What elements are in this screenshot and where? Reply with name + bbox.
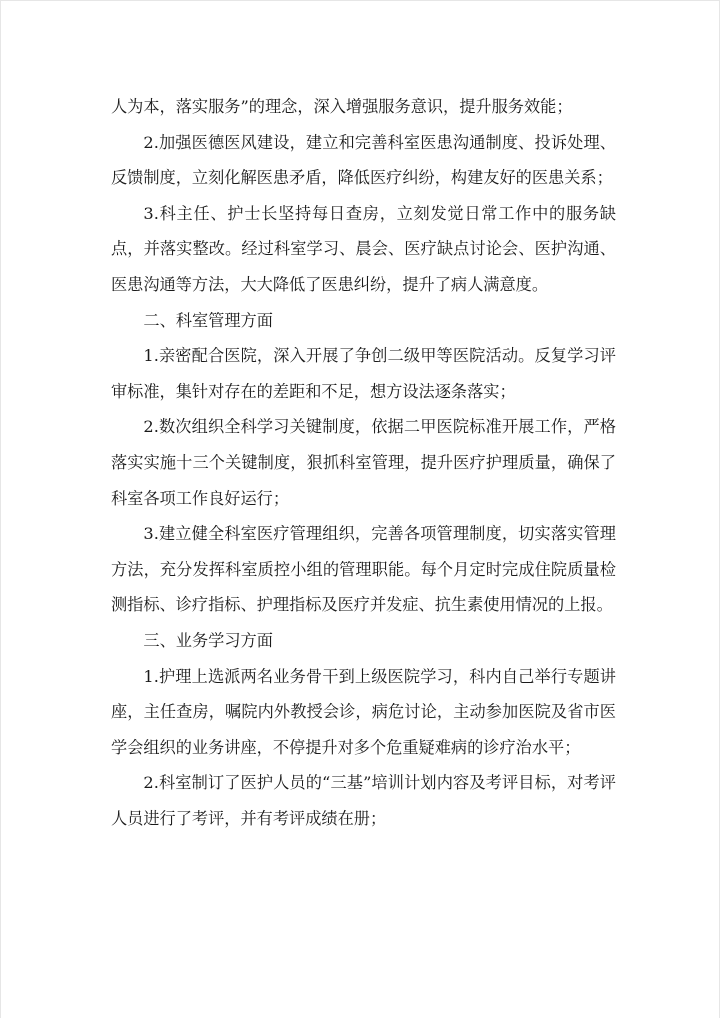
section-heading: 三、业务学习方面 [143,630,273,650]
paragraph-item: 3.科主任、护士长坚持每日查房，立刻发觉日常工作中的服务缺点，并落实整改。经过科室学习、晨会、医疗缺点讨论会、医护沟通、医患沟通等方法，大大降低了医患纠纷，提升了病人满意度。 [111,203,616,294]
paragraph-continuation: 人为本，落实服务”的理念，深入增强服务意识，提升服务效能； [111,97,573,116]
section-heading: 二、科室管理方面 [143,310,273,330]
paragraph-item: 2.科室制订了医护人员的“三基”培训计划内容及考评目标，对考评人员进行了考评，并有考评成绩在册； [111,773,616,828]
paragraph-item: 1.护理上选派两名业务骨干到上级医院学习，科内自己举行专题讲座，主任查房，嘱院内外教授会诊，病危讨论，主动参加医院及省市医学会组织的业务讲座，不停提升对多个危重疑难病的诊疗治水平； [111,666,616,757]
paragraph-item: 2.数次组织全科学习关键制度，依据二甲医院标准开展工作，严格落实实施十三个关键制度，狠抓科室管理，提升医疗护理质量，确保了科室各项工作良好运行； [111,417,616,508]
paragraph-item: 1.亲密配合医院，深入开展了争创二级甲等医院活动。反复学习评审标准，集针对存在的差距和不足，想方设法逐条落实； [111,346,616,401]
paragraph-item: 3.建立健全科室医疗管理组织，完善各项管理制度，切实落实管理方法，充分发挥科室质控小组的管理职能。每个月定时完成住院质量检测指标、诊疗指标、护理指标及医疗并发症、抗生素使用情况的上报。 [111,524,616,615]
document-body [111,89,616,836]
paragraph-item: 2.加强医德医风建设，建立和完善科室医患沟通制度、投诉处理、反馈制度，立刻化解医患矛盾，降低医疗纠纷，构建友好的医患关系； [111,132,616,188]
